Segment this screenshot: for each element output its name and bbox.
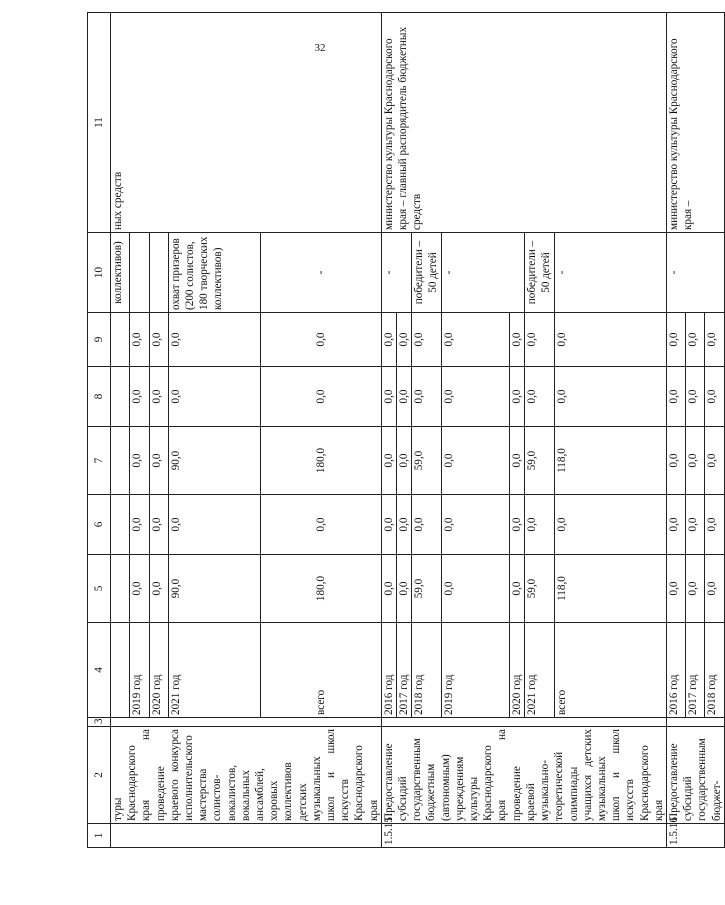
header-col-5: 5: [88, 555, 111, 623]
value-cell: 0,0: [396, 313, 411, 367]
value-cell: 0,0: [509, 495, 524, 555]
item-description: Предоставление субсидий государственным бюджет-: [666, 727, 724, 824]
header-col-11: 11: [88, 13, 111, 233]
value-cell: 0,0: [441, 427, 509, 495]
value-cell: 0,0: [705, 555, 724, 623]
header-col-9: 9: [88, 313, 111, 367]
value-cell: 0,0: [411, 495, 441, 555]
result-cell: -: [381, 233, 411, 313]
value-cell: [111, 367, 130, 427]
value-cell: 0,0: [524, 367, 554, 427]
value-cell: 0,0: [666, 427, 685, 495]
header-col-2: 2: [88, 727, 111, 824]
total-value-cell: 118,0: [554, 555, 666, 623]
value-cell: 0,0: [705, 313, 724, 367]
value-cell: 0,0: [411, 367, 441, 427]
program-activities-table: [87, 12, 725, 848]
value-cell: 0,0: [396, 427, 411, 495]
value-cell: 0,0: [509, 367, 524, 427]
item-description: Предоставление субсидий государственным бюджетным (автономным) учреждениям культуры Краснодарского края на проведение краевой музыкально-теоретической олимпиады учащихся детских музыкальных школ и школ искусств Краснодарского края: [381, 727, 666, 824]
value-cell: 0,0: [168, 367, 260, 427]
value-cell: 0,0: [130, 313, 149, 367]
responsible-cell: министерство культуры Краснодарского края –: [666, 13, 724, 233]
item-number-cell: 1.5.16: [666, 824, 724, 848]
year-cell: 2018 год: [705, 623, 724, 718]
value-cell: 0,0: [396, 555, 411, 623]
total-value-cell: 0,0: [554, 367, 666, 427]
page-number: 32: [314, 42, 326, 54]
value-cell: 0,0: [686, 367, 705, 427]
result-cell: победители – 50 детей: [411, 233, 441, 313]
value-cell: 0,0: [441, 495, 509, 555]
year-cell: 2021 год: [168, 623, 260, 718]
value-cell: 0,0: [686, 313, 705, 367]
value-cell: 0,0: [130, 555, 149, 623]
value-cell: 0,0: [666, 367, 685, 427]
value-cell: 0,0: [441, 367, 509, 427]
executor-cell: [111, 718, 382, 727]
value-cell: 0,0: [509, 427, 524, 495]
value-cell: [111, 427, 130, 495]
value-cell: [111, 555, 130, 623]
value-cell: 0,0: [149, 367, 168, 427]
value-cell: 0,0: [666, 495, 685, 555]
result-cell: -: [261, 233, 382, 313]
year-cell: 2021 год: [524, 623, 554, 718]
result-cell: -: [441, 233, 524, 313]
value-cell: 0,0: [666, 555, 685, 623]
executor-cell: [381, 718, 666, 727]
header-col-3: 3: [88, 718, 111, 727]
value-cell: 0,0: [705, 367, 724, 427]
value-cell: [111, 313, 130, 367]
rotated-table-container: [87, 13, 723, 848]
value-cell: 0,0: [686, 555, 705, 623]
value-cell: 0,0: [130, 427, 149, 495]
value-cell: 0,0: [381, 427, 396, 495]
executor-cell: [666, 718, 724, 727]
value-cell: 0,0: [411, 313, 441, 367]
value-cell: 0,0: [705, 495, 724, 555]
result-cell: [149, 233, 168, 313]
value-cell: 0,0: [381, 495, 396, 555]
value-cell: 0,0: [381, 313, 396, 367]
year-cell: 2017 год: [686, 623, 705, 718]
header-col-7: 7: [88, 427, 111, 495]
year-cell: 2020 год: [149, 623, 168, 718]
value-cell: 0,0: [396, 367, 411, 427]
table-row: [111, 13, 130, 848]
year-cell: 2020 год: [509, 623, 524, 718]
total-value-cell: 0,0: [554, 313, 666, 367]
value-cell: 0,0: [705, 427, 724, 495]
table-row: [381, 13, 396, 848]
value-cell: 59,0: [524, 555, 554, 623]
table-row: [666, 13, 685, 848]
total-value-cell: 0,0: [261, 495, 382, 555]
value-cell: 0,0: [524, 313, 554, 367]
value-cell: 0,0: [168, 313, 260, 367]
value-cell: 0,0: [130, 495, 149, 555]
item-number-cell: 1.5.15: [381, 824, 666, 848]
result-cell: [130, 233, 149, 313]
total-label-cell: всего: [554, 623, 666, 718]
result-cell: -: [554, 233, 666, 313]
item-number-cell: [111, 824, 382, 848]
header-col-1: 1: [88, 824, 111, 848]
value-cell: 0,0: [509, 313, 524, 367]
value-cell: 0,0: [686, 495, 705, 555]
value-cell: 0,0: [130, 367, 149, 427]
total-label-cell: всего: [261, 623, 382, 718]
year-cell: 2017 год: [396, 623, 411, 718]
result-cell: победители – 50 детей: [524, 233, 554, 313]
responsible-cell: министерство культуры Краснодарского края – главный распорядитель бюджетных средств: [381, 13, 666, 233]
value-cell: 0,0: [686, 427, 705, 495]
year-cell: 2016 год: [666, 623, 685, 718]
value-cell: [111, 495, 130, 555]
value-cell: 0,0: [381, 367, 396, 427]
value-cell: 0,0: [149, 555, 168, 623]
value-cell: 0,0: [509, 555, 524, 623]
total-value-cell: 0,0: [554, 495, 666, 555]
result-cell: -: [666, 233, 724, 313]
value-cell: 0,0: [441, 555, 509, 623]
total-value-cell: 118,0: [554, 427, 666, 495]
value-cell: 0,0: [381, 555, 396, 623]
responsible-cell: ных средств: [111, 13, 382, 233]
item-description: туры Краснодарского края на проведение краевого конкурса исполнительского мастерства солистов-вокалистов, вокальных ансамблей, хоровых коллективов детских музыкальных школ и школ искусств Краснодарского края: [111, 727, 382, 824]
header-row: [88, 13, 111, 848]
year-cell: 2019 год: [441, 623, 509, 718]
value-cell: 0,0: [149, 313, 168, 367]
total-value-cell: 180,0: [261, 427, 382, 495]
value-cell: 59,0: [411, 427, 441, 495]
year-cell: 2016 год: [381, 623, 396, 718]
year-cell: [111, 623, 130, 718]
total-value-cell: 0,0: [261, 367, 382, 427]
header-col-10: 10: [88, 233, 111, 313]
value-cell: 0,0: [524, 495, 554, 555]
value-cell: 0,0: [666, 313, 685, 367]
value-cell: 90,0: [168, 555, 260, 623]
value-cell: 59,0: [411, 555, 441, 623]
total-value-cell: 180,0: [261, 555, 382, 623]
value-cell: 0,0: [149, 427, 168, 495]
header-col-8: 8: [88, 367, 111, 427]
value-cell: 0,0: [396, 495, 411, 555]
total-value-cell: 0,0: [261, 313, 382, 367]
header-col-6: 6: [88, 495, 111, 555]
year-cell: 2018 год: [411, 623, 441, 718]
year-cell: 2019 год: [130, 623, 149, 718]
value-cell: 0,0: [149, 495, 168, 555]
value-cell: 0,0: [441, 313, 509, 367]
result-cell: охват призеров (200 солистов, 180 творческих коллективов): [168, 233, 260, 313]
result-cell: коллективов): [111, 233, 130, 313]
header-col-4: 4: [88, 623, 111, 718]
value-cell: 90,0: [168, 427, 260, 495]
value-cell: 59,0: [524, 427, 554, 495]
value-cell: 0,0: [168, 495, 260, 555]
